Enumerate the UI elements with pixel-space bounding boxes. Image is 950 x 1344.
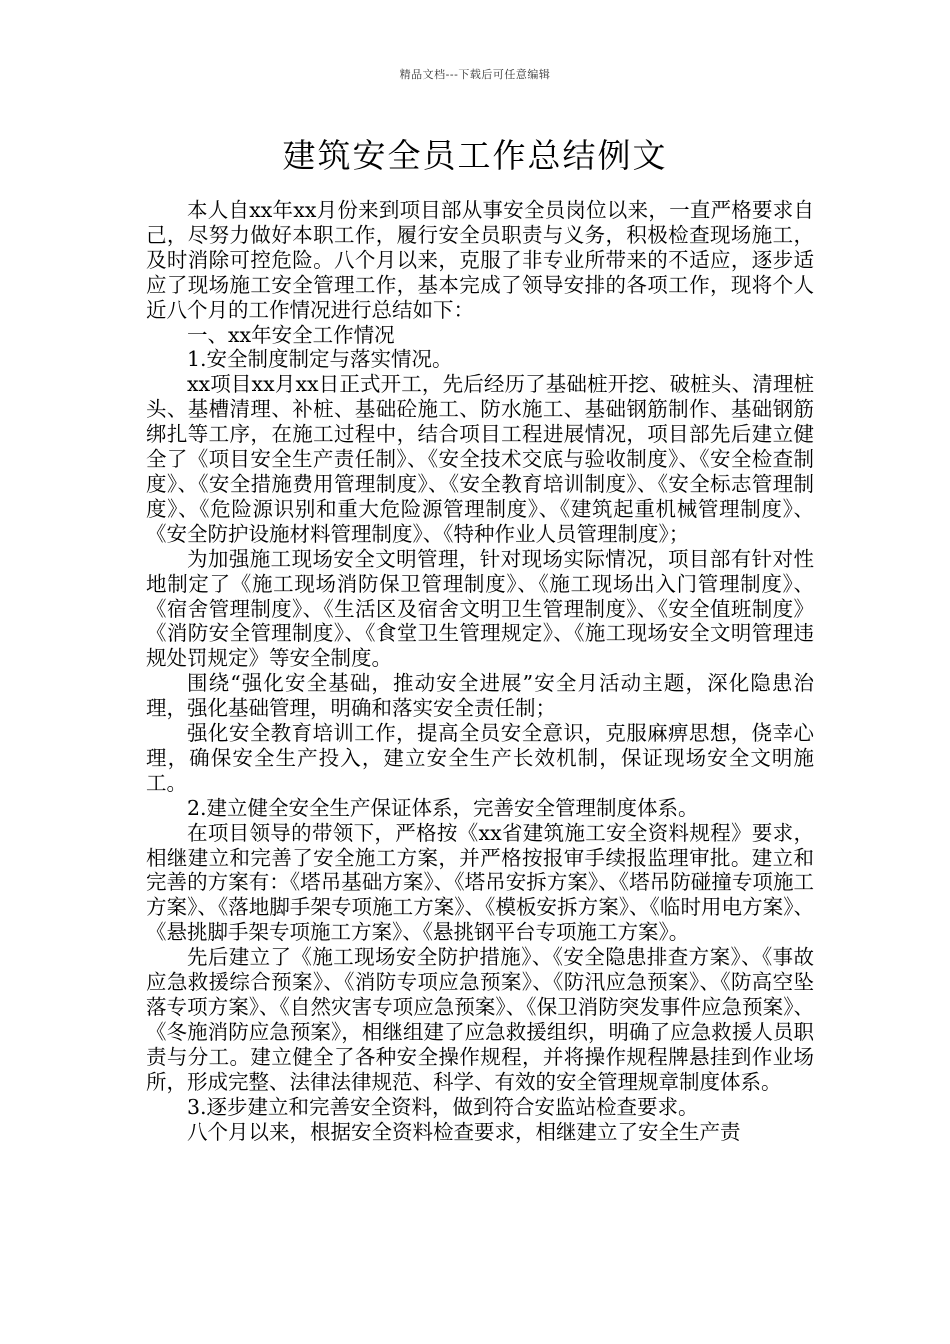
section-heading: 一、xx年安全工作情况: [187, 322, 395, 347]
paragraph: 八个月以来，根据安全资料检查要求，相继建立了安全生产责: [187, 1119, 741, 1144]
paragraph: 先后建立了《施工现场安全防护措施》、《安全隐患排查方案》、《事故应急救援综合预案》、《消防专项应急预案》、《防汛应急预案》、《防高空坠落专项方案》、《自然灾害专项应急预案》、《保卫消防突发事件应急预案》、《冬施消防应急预案》，相继组建了应急救援组织，明确了应急救援人员职责与分工。建立健全了各种安全操作规程，并将操作规程牌悬挂到作业场所，形成完整、法律法律规范、科学、有效的安全管理规章制度体系。: [146, 945, 814, 1094]
paragraph: 在项目领导的带领下，严格按《xx省建筑施工安全资料规程》要求，相继建立和完善了安全施工方案，并严格按报审手续报监理审批。建立和完善的方案有：《塔吊基础方案》、《塔吊安拆方案》、《塔吊防碰撞专项施工方案》、《落地脚手架专项施工方案》、《模板安拆方案》、《临时用电方案》、《悬挑脚手架专项施工方案》、《悬挑钢平台专项施工方案》。: [146, 820, 814, 945]
subsection-heading: 3.逐步建立和完善安全资料，做到符合安监站检查要求。: [187, 1094, 699, 1119]
paragraph: 本人自xx年xx月份来到项目部从事安全员岗位以来，一直严格要求自己，尽努力做好本职工作，履行安全员职责与义务，积极检查现场施工，及时消除可控危险。八个月以来，克服了非专业所带来的不适应，逐步适应了现场施工安全管理工作，基本完成了领导安排的各项工作，现将个人近八个月的工作情况进行总结如下：: [146, 198, 814, 322]
paragraph: xx项目xx月xx日正式开工，先后经历了基础桩开挖、破桩头、清理桩头、基槽清理、补桩、基础砼施工、防水施工、基础钢筋制作、基础钢筋绑扎等工序，在施工过程中，结合项目工程进展情况，项目部先后建立健全了《项目安全生产责任制》、《安全技术交底与验收制度》、《安全检查制度》、《安全措施费用管理制度》、《安全教育培训制度》、《安全标志管理制度》、《危险源识别和重大危险源管理制度》、《建筑起重机械管理制度》、《安全防护设施材料管理制度》、《特种作业人员管理制度》；: [146, 372, 814, 546]
document-title: 建筑安全员工作总结例文: [282, 136, 668, 175]
paragraph: 为加强施工现场安全文明管理，针对现场实际情况，项目部有针对性地制定了《施工现场消防保卫管理制度》、《施工现场出入门管理制度》、《宿舍管理制度》、《生活区及宿舍文明卫生管理制度》、《安全值班制度》《消防安全管理制度》、《食堂卫生管理规定》、《施工现场安全文明管理违规处罚规定》等安全制度。: [146, 546, 814, 671]
subsection-heading: 2.建立健全安全生产保证体系，完善安全管理制度体系。: [187, 795, 699, 820]
paragraph: 强化安全教育培训工作，提高全员安全意识，克服麻痹思想，侥幸心理，确保安全生产投入，建立安全生产长效机制，保证现场安全文明施工。: [146, 721, 814, 795]
paragraph: 围绕“强化安全基础，推动安全进展”安全月活动主题，深化隐患治理，强化基础管理，明确和落实安全责任制；: [146, 671, 814, 721]
page-header: 精品文档---下载后可任意编辑: [399, 68, 551, 81]
document-body: [146, 198, 814, 1144]
subsection-heading: 1.安全制度制定与落实情况。: [187, 347, 453, 372]
